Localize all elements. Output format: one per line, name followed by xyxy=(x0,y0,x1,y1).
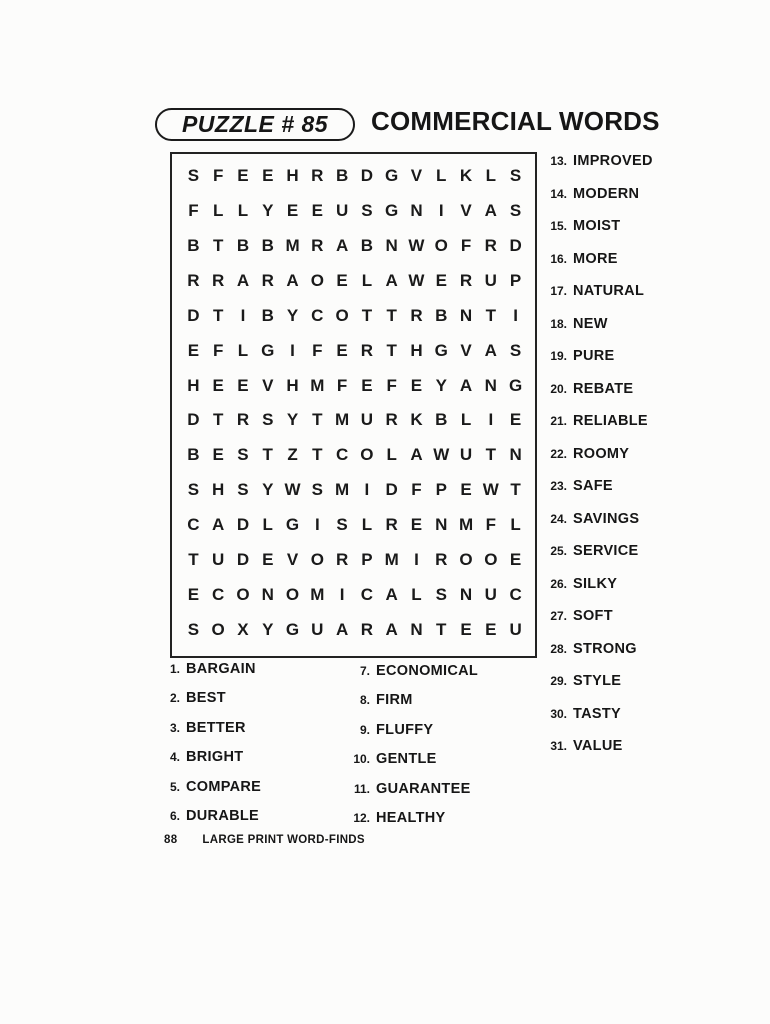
grid-cell-r11-c8[interactable]: L xyxy=(361,514,373,534)
grid-cell-r11-c2[interactable]: A xyxy=(212,514,225,534)
word-list-item-natural xyxy=(543,283,653,316)
grid-cell-r11-c4[interactable]: L xyxy=(262,514,273,534)
word-list-item-roomy xyxy=(543,446,653,479)
grid-cell-r5-c4[interactable]: B xyxy=(261,305,274,325)
grid-cell-r2-c12[interactable]: V xyxy=(460,201,472,221)
puzzle-number-badge xyxy=(155,108,355,141)
grid-cell-r10-c14[interactable]: T xyxy=(510,480,521,500)
grid-cell-r14-c3[interactable]: X xyxy=(237,619,249,639)
grid-cell-r4-c12[interactable]: R xyxy=(459,270,473,290)
grid-cell-r12-c3[interactable]: D xyxy=(236,549,250,569)
grid-cell-r10-c8[interactable]: I xyxy=(364,480,370,500)
grid-cell-r4-c6[interactable]: O xyxy=(310,270,324,290)
word-text: ROOMY xyxy=(573,445,630,462)
grid-cell-r1-c3[interactable]: E xyxy=(237,166,249,186)
word-list-item-fluffy xyxy=(344,722,478,751)
grid-cell-r10-c7[interactable]: M xyxy=(335,480,350,500)
grid-cell-r1-c5[interactable]: H xyxy=(286,166,299,186)
word-text: BARGAIN xyxy=(186,661,256,677)
grid-cell-r11-c1[interactable]: C xyxy=(187,514,200,534)
grid-cell-r6-c11[interactable]: G xyxy=(434,340,448,360)
grid-cell-r7-c6[interactable]: M xyxy=(310,375,325,395)
word-list-bottom-left-column xyxy=(158,661,261,837)
grid-cell-r5-c5[interactable]: Y xyxy=(286,305,299,325)
grid-cell-r13-c8[interactable]: C xyxy=(360,584,374,604)
word-number: 12. xyxy=(353,810,370,825)
grid-cell-r6-c5[interactable]: I xyxy=(290,340,295,360)
grid-cell-r11-c7[interactable]: S xyxy=(336,514,348,534)
grid-cell-r8-c8[interactable]: U xyxy=(360,410,374,430)
grid-cell-r8-c14[interactable]: E xyxy=(509,410,522,430)
grid-cell-r10-c3[interactable]: S xyxy=(237,480,249,500)
grid-cell-r7-c11[interactable]: Y xyxy=(435,375,447,395)
grid-cell-r2-c7[interactable]: U xyxy=(335,201,349,221)
word-number: 21. xyxy=(550,414,567,428)
grid-cell-r1-c2[interactable]: F xyxy=(212,166,224,186)
grid-cell-r13-c7[interactable]: I xyxy=(339,584,345,604)
grid-cell-r3-c8[interactable]: B xyxy=(360,236,374,256)
grid-cell-r7-c7[interactable]: F xyxy=(336,375,348,395)
grid-cell-r5-c6[interactable]: C xyxy=(311,305,324,325)
grid-cell-r11-c3[interactable]: D xyxy=(236,514,250,534)
grid-cell-r3-c13[interactable]: R xyxy=(484,236,497,256)
word-number: 28. xyxy=(550,641,567,656)
grid-cell-r6-c7[interactable]: E xyxy=(336,340,348,360)
grid-cell-r7-c14[interactable]: G xyxy=(508,375,523,395)
word-text: BEST xyxy=(186,690,226,707)
word-text: MORE xyxy=(573,250,618,267)
word-text: REBATE xyxy=(573,380,634,397)
word-text: RELIABLE xyxy=(573,413,648,429)
word-list-item-compare xyxy=(158,779,261,808)
grid-cell-r14-c6[interactable]: U xyxy=(311,619,324,639)
word-number: 8. xyxy=(359,693,370,708)
grid-cell-r3-c2[interactable]: T xyxy=(212,236,224,256)
word-number: 27. xyxy=(550,609,567,623)
word-text: DURABLE xyxy=(186,807,259,824)
word-number: 20. xyxy=(550,381,567,396)
grid-cell-r3-c3[interactable]: B xyxy=(236,236,250,256)
grid-cell-r8-c6[interactable]: T xyxy=(312,410,323,430)
word-list-item-durable xyxy=(158,808,261,837)
grid-cell-r10-c6[interactable]: S xyxy=(311,480,323,500)
grid-cell-r13-c3[interactable]: O xyxy=(236,584,250,604)
word-list-item-reliable xyxy=(543,413,653,446)
grid-cell-r4-c8[interactable]: L xyxy=(361,270,373,290)
grid-cell-r9-c4[interactable]: T xyxy=(262,445,273,465)
word-number: 9. xyxy=(359,722,370,737)
word-list-item-pure xyxy=(543,348,653,381)
grid-cell-r5-c7[interactable]: O xyxy=(335,305,349,325)
grid-cell-r1-c1[interactable]: S xyxy=(187,166,200,186)
word-list-item-economical xyxy=(344,663,478,692)
grid-cell-r9-c14[interactable]: N xyxy=(509,445,522,465)
grid-cell-r8-c13[interactable]: I xyxy=(488,410,494,430)
grid-cell-r7-c13[interactable]: N xyxy=(484,375,497,395)
word-text: IMPROVED xyxy=(573,153,653,169)
grid-cell-r10-c1[interactable]: S xyxy=(187,480,200,500)
page-title: COMMERCIAL WORDS xyxy=(371,106,660,136)
grid-cell-r8-c7[interactable]: M xyxy=(335,410,350,430)
grid-cell-r13-c11[interactable]: S xyxy=(435,584,447,604)
grid-cell-r11-c10[interactable]: E xyxy=(410,514,423,534)
word-number: 11. xyxy=(353,781,370,796)
grid-cell-r9-c12[interactable]: U xyxy=(459,445,473,465)
grid-cell-r5-c3[interactable]: I xyxy=(240,305,246,325)
word-list-item-new xyxy=(543,316,653,349)
word-list-item-bright xyxy=(158,749,261,778)
grid-cell-r6-c1[interactable]: E xyxy=(187,340,200,360)
grid-cell-r1-c7[interactable]: B xyxy=(335,166,349,186)
grid-cell-r9-c8[interactable]: O xyxy=(360,445,374,465)
grid-cell-r10-c2[interactable]: H xyxy=(212,480,225,500)
grid-cell-r14-c1[interactable]: S xyxy=(187,619,200,639)
grid-cell-r14-c2[interactable]: O xyxy=(211,619,225,639)
word-list-item-rebate xyxy=(543,381,653,414)
grid-cell-r3-c11[interactable]: O xyxy=(434,236,448,256)
grid-cell-r13-c5[interactable]: O xyxy=(285,584,300,604)
grid-cell-r8-c9[interactable]: R xyxy=(385,410,398,430)
grid-cell-r14-c4[interactable]: Y xyxy=(262,619,274,639)
word-number: 1. xyxy=(169,662,180,676)
grid-cell-r3-c6[interactable]: R xyxy=(311,236,324,256)
word-list-item-style xyxy=(543,673,653,706)
grid-cell-r1-c12[interactable]: K xyxy=(459,166,473,186)
grid-cell-r9-c7[interactable]: C xyxy=(335,445,349,465)
word-number: 3. xyxy=(169,720,180,735)
word-list-item-gentle xyxy=(344,751,478,780)
page-footer xyxy=(164,834,365,846)
grid-cell-r3-c9[interactable]: N xyxy=(385,236,398,256)
grid-cell-r4-c10[interactable]: W xyxy=(408,270,425,290)
grid-cell-r7-c9[interactable]: F xyxy=(386,375,397,395)
word-number: 4. xyxy=(169,750,180,765)
grid-cell-r10-c13[interactable]: W xyxy=(482,480,499,500)
grid-cell-r2-c14[interactable]: S xyxy=(509,201,522,221)
grid-cell-r8-c1[interactable]: D xyxy=(187,410,200,430)
grid-cell-r10-c4[interactable]: Y xyxy=(262,480,274,500)
grid-cell-r6-c9[interactable]: T xyxy=(386,340,397,360)
word-text: GENTLE xyxy=(376,751,437,768)
grid-cell-r9-c3[interactable]: S xyxy=(237,445,249,465)
grid-cell-r3-c7[interactable]: A xyxy=(335,236,349,256)
grid-cell-r2-c8[interactable]: S xyxy=(361,201,373,221)
grid-cell-r2-c10[interactable]: N xyxy=(410,201,423,221)
grid-cell-r5-c1[interactable]: D xyxy=(187,305,200,325)
grid-cell-r13-c1[interactable]: E xyxy=(187,584,200,604)
grid-cell-r1-c13[interactable]: L xyxy=(485,166,496,186)
word-list-item-service xyxy=(543,543,653,576)
grid-cell-r10-c12[interactable]: E xyxy=(460,480,472,500)
grid-cell-r4-c7[interactable]: E xyxy=(336,270,348,290)
grid-cell-r5-c2[interactable]: T xyxy=(212,305,224,325)
word-list-item-more xyxy=(543,251,653,284)
grid-cell-r11-c11[interactable]: N xyxy=(435,514,448,534)
grid-cell-r13-c12[interactable]: N xyxy=(459,584,473,604)
word-number: 18. xyxy=(550,316,567,331)
grid-cell-r14-c8[interactable]: R xyxy=(360,619,374,639)
grid-cell-r12-c7[interactable]: R xyxy=(335,549,349,569)
grid-cell-r14-c7[interactable]: A xyxy=(335,619,349,639)
grid-cell-r12-c12[interactable]: O xyxy=(459,549,473,569)
grid-cell-r9-c1[interactable]: B xyxy=(187,445,200,465)
word-list-item-moist xyxy=(543,218,653,251)
word-number: 6. xyxy=(169,808,180,823)
word-text: MODERN xyxy=(573,185,640,202)
grid-cell-r4-c2[interactable]: R xyxy=(212,270,225,290)
grid-cell-r8-c4[interactable]: S xyxy=(262,410,274,430)
grid-cell-r2-c5[interactable]: E xyxy=(286,201,299,221)
grid-cell-r4-c1[interactable]: R xyxy=(187,270,200,290)
wordsearch-letter-grid[interactable] xyxy=(170,152,537,658)
grid-cell-r3-c4[interactable]: B xyxy=(261,236,274,256)
grid-cell-r4-c11[interactable]: E xyxy=(435,270,447,290)
word-text: COMPARE xyxy=(186,778,262,795)
word-number: 14. xyxy=(550,186,567,201)
grid-cell-r3-c12[interactable]: F xyxy=(460,236,472,256)
grid-cell-r6-c2[interactable]: F xyxy=(212,340,224,360)
grid-cell-r3-c5[interactable]: M xyxy=(285,236,300,256)
grid-cell-r10-c11[interactable]: P xyxy=(435,480,447,500)
grid-cell-r5-c13[interactable]: T xyxy=(485,305,496,325)
grid-cell-r1-c8[interactable]: D xyxy=(360,166,374,186)
grid-cell-r11-c12[interactable]: M xyxy=(458,514,474,534)
word-number: 26. xyxy=(550,576,567,591)
grid-cell-r4-c9[interactable]: A xyxy=(385,270,398,290)
word-number: 19. xyxy=(550,349,567,363)
word-list-item-better xyxy=(158,720,261,749)
word-list-item-improved xyxy=(543,153,653,186)
word-text: NEW xyxy=(573,315,608,332)
grid-cell-r2-c3[interactable]: L xyxy=(237,201,249,221)
grid-cell-r5-c9[interactable]: T xyxy=(386,305,397,325)
word-number: 23. xyxy=(550,479,567,493)
grid-cell-r13-c6[interactable]: M xyxy=(310,584,325,604)
word-list-item-bargain xyxy=(158,661,261,690)
grid-cell-r8-c11[interactable]: B xyxy=(435,410,448,430)
word-number: 17. xyxy=(550,284,567,298)
grid-cell-r4-c5[interactable]: A xyxy=(286,270,299,290)
word-text: VALUE xyxy=(573,738,623,754)
grid-cell-r2-c13[interactable]: A xyxy=(484,201,497,221)
word-text: ECONOMICAL xyxy=(376,663,479,679)
grid-cell-r6-c8[interactable]: R xyxy=(360,340,374,360)
grid-cell-r7-c4[interactable]: V xyxy=(262,375,274,395)
grid-cell-r4-c13[interactable]: U xyxy=(484,270,497,290)
grid-cell-r2-c1[interactable]: F xyxy=(188,201,199,221)
word-text: FLUFFY xyxy=(376,721,434,738)
grid-cell-r13-c4[interactable]: N xyxy=(261,584,274,604)
word-text: SERVICE xyxy=(573,543,639,559)
grid-cell-r5-c14[interactable]: I xyxy=(513,305,518,325)
word-number: 25. xyxy=(550,544,567,558)
grid-cell-r9-c13[interactable]: T xyxy=(485,445,496,465)
word-number: 7. xyxy=(359,664,370,678)
word-text: BRIGHT xyxy=(186,749,244,766)
grid-cell-r11-c14[interactable]: L xyxy=(510,514,521,534)
grid-cell-r7-c8[interactable]: E xyxy=(361,375,373,395)
word-list-item-firm xyxy=(344,692,478,721)
grid-cell-r12-c5[interactable]: V xyxy=(286,549,299,569)
grid-cell-r14-c5[interactable]: G xyxy=(285,619,300,639)
word-number: 24. xyxy=(550,511,567,526)
grid-cell-r10-c5[interactable]: W xyxy=(284,480,301,500)
grid-cell-r7-c3[interactable]: E xyxy=(237,375,249,395)
word-number: 15. xyxy=(550,219,567,233)
grid-cell-r9-c2[interactable]: E xyxy=(212,445,224,465)
word-list-item-silky xyxy=(543,576,653,609)
grid-cell-r2-c6[interactable]: E xyxy=(311,201,323,221)
grid-cell-r5-c11[interactable]: B xyxy=(435,305,448,325)
grid-cell-r1-c10[interactable]: V xyxy=(410,166,423,186)
word-text: STYLE xyxy=(573,673,622,689)
word-list-item-guarantee xyxy=(344,781,478,810)
word-number: 5. xyxy=(169,779,180,794)
grid-cell-r1-c14[interactable]: S xyxy=(509,166,522,186)
word-text: SAVINGS xyxy=(573,510,640,527)
grid-cell-r4-c3[interactable]: A xyxy=(236,270,250,290)
word-number: 2. xyxy=(169,691,180,706)
grid-cell-r12-c11[interactable]: R xyxy=(435,549,448,569)
word-text: STRONG xyxy=(573,640,637,657)
word-list-bottom-right-column xyxy=(344,663,478,839)
grid-cell-r9-c11[interactable]: W xyxy=(433,445,450,465)
grid-cell-r14-c12[interactable]: E xyxy=(460,619,472,639)
grid-cell-r6-c14[interactable]: S xyxy=(509,340,522,360)
word-text: FIRM xyxy=(376,692,413,709)
grid-cell-r9-c6[interactable]: T xyxy=(312,445,323,465)
word-text: SILKY xyxy=(573,575,618,592)
word-list-item-tasty xyxy=(543,706,653,739)
grid-cell-r8-c2[interactable]: T xyxy=(212,410,224,430)
grid-cell-r5-c10[interactable]: R xyxy=(410,305,423,325)
word-text: SAFE xyxy=(573,478,613,494)
grid-cell-r8-c10[interactable]: K xyxy=(410,410,423,430)
grid-cell-r14-c14[interactable]: U xyxy=(509,619,522,639)
grid-cell-r5-c12[interactable]: N xyxy=(459,305,473,325)
grid-cell-r13-c2[interactable]: C xyxy=(212,584,225,604)
book-title: LARGE PRINT WORD-FINDS xyxy=(202,834,365,846)
grid-cell-r7-c5[interactable]: H xyxy=(286,375,299,395)
word-text: NATURAL xyxy=(573,283,645,299)
page-number: 88 xyxy=(164,834,178,846)
grid-cell-r6-c4[interactable]: G xyxy=(261,340,275,360)
grid-cell-r8-c5[interactable]: Y xyxy=(286,410,299,430)
grid-cell-r9-c9[interactable]: L xyxy=(386,445,397,465)
grid-cell-r3-c14[interactable]: D xyxy=(509,236,522,256)
grid-cell-r4-c14[interactable]: P xyxy=(509,270,522,290)
word-number: 31. xyxy=(550,739,567,753)
grid-cell-r11-c6[interactable]: I xyxy=(314,514,320,534)
word-list-item-value xyxy=(543,738,653,771)
grid-cell-r13-c14[interactable]: C xyxy=(509,584,522,604)
grid-cell-r3-c1[interactable]: B xyxy=(187,236,200,256)
grid-cell-r2-c4[interactable]: Y xyxy=(262,201,274,221)
word-list-right-column xyxy=(543,153,653,771)
word-list-item-savings xyxy=(543,511,653,544)
grid-cell-r1-c4[interactable]: E xyxy=(262,166,274,186)
word-list-item-strong xyxy=(543,641,653,674)
grid-cell-r11-c9[interactable]: R xyxy=(385,514,398,534)
grid-cell-r9-c10[interactable]: A xyxy=(410,445,423,465)
grid-cell-r14-c11[interactable]: T xyxy=(436,619,447,639)
word-list-item-safe xyxy=(543,478,653,511)
grid-cell-r6-c6[interactable]: F xyxy=(312,340,323,360)
grid-cell-r6-c13[interactable]: A xyxy=(484,340,497,360)
word-number: 10. xyxy=(353,752,370,767)
grid-cell-r2-c11[interactable]: I xyxy=(438,201,444,221)
word-number: 22. xyxy=(550,446,567,461)
grid-cell-r12-c8[interactable]: P xyxy=(361,549,373,569)
grid-cell-r2-c2[interactable]: L xyxy=(212,201,224,221)
grid-cell-r14-c9[interactable]: A xyxy=(385,619,398,639)
grid-cell-r13-c9[interactable]: A xyxy=(385,584,398,604)
grid-cell-r1-c9[interactable]: G xyxy=(385,166,399,186)
word-list-item-modern xyxy=(543,186,653,219)
grid-cell-r1-c6[interactable]: R xyxy=(311,166,324,186)
word-text: TASTY xyxy=(573,705,621,722)
grid-cell-r7-c12[interactable]: A xyxy=(459,375,473,395)
grid-cell-r6-c3[interactable]: L xyxy=(237,340,249,360)
grid-cell-r3-c10[interactable]: W xyxy=(408,236,425,256)
grid-cell-r6-c10[interactable]: H xyxy=(410,340,423,360)
grid-cell-r9-c5[interactable]: Z xyxy=(287,445,298,465)
word-text: MOIST xyxy=(573,218,621,234)
grid-cell-r12-c14[interactable]: E xyxy=(509,549,522,569)
grid-cell-r14-c10[interactable]: N xyxy=(410,619,423,639)
grid-cell-r7-c2[interactable]: E xyxy=(212,375,224,395)
grid-cell-r2-c9[interactable]: G xyxy=(385,201,399,221)
grid-cell-r7-c10[interactable]: E xyxy=(410,375,423,395)
word-text: GUARANTEE xyxy=(376,780,471,797)
word-number: 30. xyxy=(550,706,567,721)
grid-cell-r13-c10[interactable]: L xyxy=(411,584,422,604)
grid-cell-r14-c13[interactable]: E xyxy=(485,619,497,639)
grid-cell-r12-c2[interactable]: U xyxy=(212,549,225,569)
grid-cell-r13-c13[interactable]: U xyxy=(484,584,497,604)
word-text: PURE xyxy=(573,348,615,364)
word-number: 13. xyxy=(550,154,567,168)
grid-cell-r1-c11[interactable]: L xyxy=(436,166,447,186)
grid-cell-r7-c1[interactable]: H xyxy=(187,375,200,395)
grid-cell-r4-c4[interactable]: R xyxy=(261,270,274,290)
word-number: 29. xyxy=(550,674,567,688)
word-list-item-best xyxy=(158,690,261,719)
grid-cell-r12-c4[interactable]: E xyxy=(262,549,274,569)
grid-cell-r12-c9[interactable]: M xyxy=(384,549,399,569)
grid-cell-r6-c12[interactable]: V xyxy=(460,340,472,360)
word-list-item-soft xyxy=(543,608,653,641)
word-text: BETTER xyxy=(186,719,246,736)
word-text: SOFT xyxy=(573,608,613,624)
grid-cell-r8-c12[interactable]: L xyxy=(460,410,472,430)
word-number: 16. xyxy=(550,251,567,266)
puzzle-number-label: PUZZLE # 85 xyxy=(181,111,329,137)
grid-cell-r12-c10[interactable]: I xyxy=(414,549,419,569)
grid-cell-r10-c10[interactable]: F xyxy=(411,480,422,500)
grid-cell-r12-c1[interactable]: T xyxy=(188,549,199,569)
grid-cell-r12-c6[interactable]: O xyxy=(310,549,324,569)
grid-cell-r8-c3[interactable]: R xyxy=(236,410,250,430)
grid-cell-r11-c13[interactable]: F xyxy=(485,514,496,534)
grid-cell-r12-c13[interactable]: O xyxy=(484,549,498,569)
word-text: HEALTHY xyxy=(376,809,446,826)
grid-cell-r5-c8[interactable]: T xyxy=(361,305,373,325)
grid-cell-r10-c9[interactable]: D xyxy=(385,480,398,500)
grid-cell-r11-c5[interactable]: G xyxy=(285,514,300,534)
